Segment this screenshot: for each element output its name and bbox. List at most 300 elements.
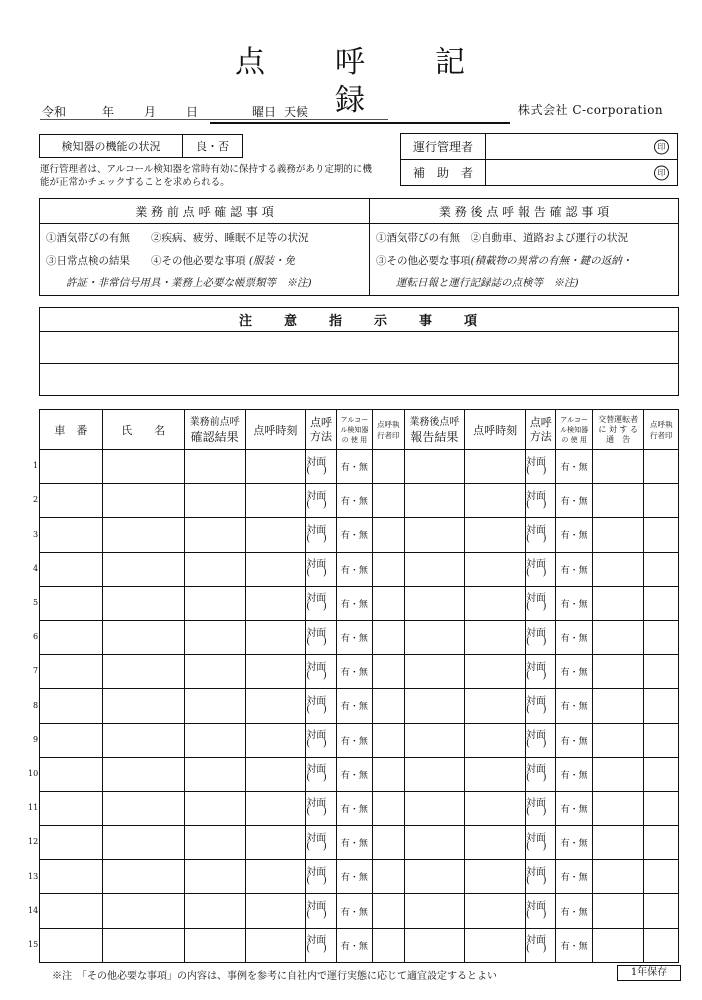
- face-to-face-label: 対面: [526, 901, 547, 913]
- executor-seal-cell[interactable]: [373, 928, 404, 962]
- pre-result-cell[interactable]: [184, 928, 245, 962]
- face-to-face-label: 対面: [306, 524, 327, 536]
- roll-method-cell[interactable]: [306, 791, 336, 825]
- pre-result-cell[interactable]: [184, 484, 245, 518]
- executor-seal-2-cell[interactable]: [644, 723, 679, 757]
- name-cell[interactable]: [102, 689, 184, 723]
- car-no-cell[interactable]: [40, 757, 103, 791]
- day-label: 日: [186, 105, 199, 119]
- instructions-line1-field[interactable]: [40, 332, 679, 364]
- roll-time-cell[interactable]: [245, 655, 306, 689]
- handover-cell[interactable]: [592, 484, 644, 518]
- face-to-face-label: 対面: [526, 866, 547, 878]
- yes-no-option: 有・無: [340, 497, 368, 508]
- face-to-face-label: 対面: [306, 695, 327, 707]
- post-result-cell[interactable]: [404, 757, 465, 791]
- roll-time-2-cell[interactable]: [465, 860, 526, 894]
- roll-method-cell[interactable]: [306, 826, 336, 860]
- row-number: 14: [28, 905, 39, 915]
- roll-method-2-cell[interactable]: [526, 928, 556, 962]
- weather-label: 天候: [284, 105, 309, 119]
- roll-method-2-cell[interactable]: [526, 723, 556, 757]
- roll-time-2-cell[interactable]: [465, 552, 526, 586]
- instructions-title: 注 意 指 示 事 項: [40, 308, 679, 332]
- executor-seal-cell[interactable]: [373, 894, 404, 928]
- face-to-face-label: 対面: [526, 593, 547, 605]
- header-alcohol: アルコー ル検知器 の 使 用: [336, 410, 372, 450]
- post-result-cell[interactable]: [404, 518, 465, 552]
- check-items-box: [39, 198, 679, 296]
- roll-method-cell[interactable]: [306, 484, 336, 518]
- yes-no-option: 有・無: [340, 463, 368, 474]
- executor-seal-2-cell[interactable]: [644, 894, 679, 928]
- row-number: 6: [33, 632, 39, 642]
- roll-method-cell[interactable]: [306, 928, 336, 962]
- alcohol-cell[interactable]: [336, 552, 372, 586]
- alcohol-cell[interactable]: [336, 894, 372, 928]
- roll-method-cell[interactable]: [306, 757, 336, 791]
- assistant-label: 補 助 者: [401, 160, 486, 186]
- executor-seal-2-cell[interactable]: [644, 586, 679, 620]
- alcohol-2-cell[interactable]: [556, 826, 592, 860]
- alcohol-cell[interactable]: [336, 484, 372, 518]
- executor-seal-2-cell[interactable]: [644, 450, 679, 484]
- year-label: 年: [102, 105, 115, 119]
- handover-cell[interactable]: [592, 860, 644, 894]
- handover-cell[interactable]: [592, 450, 644, 484]
- roll-method-cell[interactable]: [306, 723, 336, 757]
- pre-check-line2b: (服装・免: [248, 255, 295, 267]
- car-no-cell[interactable]: [40, 723, 103, 757]
- roll-time-2-cell[interactable]: [465, 620, 526, 654]
- roll-time-cell[interactable]: [245, 723, 306, 757]
- roll-method-2-cell[interactable]: [526, 620, 556, 654]
- roll-method-2-cell[interactable]: [526, 518, 556, 552]
- face-to-face-label: 対面: [306, 832, 327, 844]
- method-paren: ( ): [526, 874, 547, 886]
- name-cell[interactable]: [102, 894, 184, 928]
- roll-time-cell[interactable]: [245, 620, 306, 654]
- car-no-cell[interactable]: [40, 484, 103, 518]
- face-to-face-label: 対面: [306, 593, 327, 605]
- alcohol-cell[interactable]: [336, 826, 372, 860]
- method-paren: ( ): [306, 909, 327, 921]
- row-number: 5: [33, 597, 39, 607]
- roll-method-2-cell[interactable]: [526, 484, 556, 518]
- alcohol-cell[interactable]: [336, 928, 372, 962]
- pre-result-cell[interactable]: [184, 894, 245, 928]
- roll-time-cell[interactable]: [245, 757, 306, 791]
- alcohol-2-cell[interactable]: [556, 552, 592, 586]
- method-paren: ( ): [306, 772, 327, 784]
- handover-cell[interactable]: [592, 689, 644, 723]
- alcohol-2-cell[interactable]: [556, 689, 592, 723]
- detector-value[interactable]: 良・否: [183, 135, 243, 158]
- yes-no-option: 有・無: [560, 531, 588, 542]
- yes-no-option: 有・無: [340, 770, 368, 781]
- roll-time-cell[interactable]: [245, 791, 306, 825]
- roll-time-cell[interactable]: [245, 518, 306, 552]
- roll-time-2-cell[interactable]: [465, 757, 526, 791]
- date-line: [40, 101, 388, 120]
- row-number: 9: [33, 734, 39, 744]
- roll-time-cell[interactable]: [245, 450, 306, 484]
- car-no-cell[interactable]: [40, 791, 103, 825]
- post-result-cell[interactable]: [404, 586, 465, 620]
- post-result-cell[interactable]: [404, 894, 465, 928]
- roll-time-cell[interactable]: [245, 860, 306, 894]
- alcohol-2-cell[interactable]: [556, 450, 592, 484]
- roll-method-2-cell[interactable]: [526, 586, 556, 620]
- header-roll-method: 点呼 方法: [306, 410, 336, 450]
- face-to-face-label: 対面: [306, 490, 327, 502]
- executor-seal-cell[interactable]: [373, 655, 404, 689]
- alcohol-2-cell[interactable]: [556, 894, 592, 928]
- alcohol-cell[interactable]: [336, 655, 372, 689]
- executor-seal-2-cell[interactable]: [644, 860, 679, 894]
- table-row: [40, 860, 679, 894]
- executor-seal-2-cell[interactable]: [644, 620, 679, 654]
- name-cell[interactable]: [102, 655, 184, 689]
- car-no-cell[interactable]: [40, 586, 103, 620]
- name-cell[interactable]: [102, 860, 184, 894]
- header-post-result: 業務後点呼 報告結果: [404, 410, 465, 450]
- header-pre-result: 業務前点呼 確認結果: [184, 410, 245, 450]
- method-paren: ( ): [526, 532, 547, 544]
- name-cell[interactable]: [102, 586, 184, 620]
- handover-cell[interactable]: [592, 894, 644, 928]
- pre-result-cell[interactable]: [184, 586, 245, 620]
- pre-result-cell[interactable]: [184, 552, 245, 586]
- executor-seal-2-cell[interactable]: [644, 655, 679, 689]
- handover-cell[interactable]: [592, 757, 644, 791]
- handover-cell[interactable]: [592, 723, 644, 757]
- roll-method-2-cell[interactable]: [526, 689, 556, 723]
- roll-method-2-cell[interactable]: [526, 450, 556, 484]
- page-title: 点 呼 記 録: [210, 44, 510, 124]
- name-cell[interactable]: [102, 928, 184, 962]
- handover-cell[interactable]: [592, 620, 644, 654]
- executor-seal-2-cell[interactable]: [644, 757, 679, 791]
- handover-cell[interactable]: [592, 655, 644, 689]
- car-no-cell[interactable]: [40, 655, 103, 689]
- executor-seal-cell[interactable]: [373, 484, 404, 518]
- row-number: 2: [33, 495, 39, 505]
- car-no-cell[interactable]: [40, 826, 103, 860]
- handover-cell[interactable]: [592, 552, 644, 586]
- seal-icon: 印: [654, 165, 669, 180]
- face-to-face-label: 対面: [306, 730, 327, 742]
- executor-seal-cell[interactable]: [373, 450, 404, 484]
- car-no-cell[interactable]: [40, 689, 103, 723]
- yes-no-option: 有・無: [340, 599, 368, 610]
- executor-seal-2-cell[interactable]: [644, 791, 679, 825]
- method-paren: ( ): [526, 703, 547, 715]
- table-row: [40, 723, 679, 757]
- roll-time-2-cell[interactable]: [465, 586, 526, 620]
- roll-method-cell[interactable]: [306, 689, 336, 723]
- pre-result-cell[interactable]: [184, 791, 245, 825]
- yes-no-option: 有・無: [560, 804, 588, 815]
- roll-time-cell[interactable]: [245, 826, 306, 860]
- alcohol-2-cell[interactable]: [556, 757, 592, 791]
- detector-label: 検知器の機能の状況: [40, 135, 183, 158]
- car-no-cell[interactable]: [40, 552, 103, 586]
- alcohol-2-cell[interactable]: [556, 723, 592, 757]
- car-no-cell[interactable]: [40, 518, 103, 552]
- executor-seal-cell[interactable]: [373, 586, 404, 620]
- yes-no-option: 有・無: [560, 668, 588, 679]
- table-row: [40, 689, 679, 723]
- detector-status-box: [39, 134, 243, 158]
- roll-time-cell[interactable]: [245, 586, 306, 620]
- post-result-cell[interactable]: [404, 928, 465, 962]
- header-roll-time: 点呼時刻: [245, 410, 306, 450]
- car-no-cell[interactable]: [40, 620, 103, 654]
- executor-seal-cell[interactable]: [373, 791, 404, 825]
- roll-time-2-cell[interactable]: [465, 450, 526, 484]
- method-paren: ( ): [306, 806, 327, 818]
- roll-method-cell[interactable]: [306, 620, 336, 654]
- face-to-face-label: 対面: [306, 764, 327, 776]
- yes-no-option: 有・無: [340, 873, 368, 884]
- alcohol-2-cell[interactable]: [556, 518, 592, 552]
- table-header-row: [40, 410, 679, 450]
- alcohol-2-cell[interactable]: [556, 484, 592, 518]
- roll-time-cell[interactable]: [245, 894, 306, 928]
- roll-method-2-cell[interactable]: [526, 860, 556, 894]
- method-paren: ( ): [526, 772, 547, 784]
- name-cell[interactable]: [102, 552, 184, 586]
- method-paren: ( ): [526, 498, 547, 510]
- roll-method-cell[interactable]: [306, 655, 336, 689]
- method-paren: ( ): [526, 738, 547, 750]
- row-number: 12: [28, 837, 39, 847]
- name-cell[interactable]: [102, 450, 184, 484]
- operation-manager-seal-field[interactable]: [486, 134, 678, 160]
- executor-seal-cell[interactable]: [373, 826, 404, 860]
- yes-no-option: 有・無: [340, 634, 368, 645]
- alcohol-2-cell[interactable]: [556, 791, 592, 825]
- pre-check-line3: 許証・非常信号用具・業務上必要な帳票類等 ※注): [66, 277, 312, 289]
- roll-time-2-cell[interactable]: [465, 518, 526, 552]
- roll-method-2-cell[interactable]: [526, 791, 556, 825]
- pre-result-cell[interactable]: [184, 689, 245, 723]
- pre-result-cell[interactable]: [184, 450, 245, 484]
- executor-seal-cell[interactable]: [373, 723, 404, 757]
- roll-method-2-cell[interactable]: [526, 552, 556, 586]
- alcohol-cell[interactable]: [336, 860, 372, 894]
- yes-no-option: 有・無: [560, 770, 588, 781]
- roll-method-2-cell[interactable]: [526, 655, 556, 689]
- pre-result-cell[interactable]: [184, 757, 245, 791]
- yes-no-option: 有・無: [560, 702, 588, 713]
- pre-result-cell[interactable]: [184, 620, 245, 654]
- header-executor: 点呼執 行者印: [373, 410, 404, 450]
- roll-method-cell[interactable]: [306, 518, 336, 552]
- post-result-cell[interactable]: [404, 826, 465, 860]
- post-result-cell[interactable]: [404, 791, 465, 825]
- face-to-face-label: 対面: [306, 866, 327, 878]
- alcohol-2-cell[interactable]: [556, 928, 592, 962]
- executor-seal-cell[interactable]: [373, 552, 404, 586]
- alcohol-cell[interactable]: [336, 586, 372, 620]
- post-result-cell[interactable]: [404, 655, 465, 689]
- face-to-face-label: 対面: [526, 559, 547, 571]
- seal-icon: 印: [654, 139, 669, 154]
- roll-time-cell[interactable]: [245, 484, 306, 518]
- weekday-label: 曜日: [252, 105, 277, 119]
- roll-time-2-cell[interactable]: [465, 928, 526, 962]
- post-result-cell[interactable]: [404, 860, 465, 894]
- table-row: [40, 894, 679, 928]
- car-no-cell[interactable]: [40, 894, 103, 928]
- yes-no-option: 有・無: [560, 907, 588, 918]
- executor-seal-cell[interactable]: [373, 860, 404, 894]
- pre-check-title: 業 務 前 点 呼 確 認 事 項: [135, 205, 274, 219]
- name-cell[interactable]: [102, 826, 184, 860]
- post-result-cell[interactable]: [404, 450, 465, 484]
- alcohol-cell[interactable]: [336, 689, 372, 723]
- yes-no-option: 有・無: [340, 804, 368, 815]
- pre-result-cell[interactable]: [184, 655, 245, 689]
- detector-note: 運行管理者は、アルコール検知器を常時有効に保持する義務があり定期的に機能が正常かチェックすることを求められる。: [40, 164, 372, 188]
- post-result-cell[interactable]: [404, 689, 465, 723]
- alcohol-2-cell[interactable]: [556, 586, 592, 620]
- method-paren: ( ): [526, 464, 547, 476]
- alcohol-cell[interactable]: [336, 620, 372, 654]
- executor-seal-2-cell[interactable]: [644, 826, 679, 860]
- car-no-cell[interactable]: [40, 860, 103, 894]
- roll-method-cell[interactable]: [306, 894, 336, 928]
- roll-time-2-cell[interactable]: [465, 723, 526, 757]
- post-result-cell[interactable]: [404, 484, 465, 518]
- method-paren: ( ): [306, 567, 327, 579]
- executor-seal-cell[interactable]: [373, 689, 404, 723]
- roll-time-2-cell[interactable]: [465, 791, 526, 825]
- handover-cell[interactable]: [592, 791, 644, 825]
- roll-method-cell[interactable]: [306, 860, 336, 894]
- method-paren: ( ): [306, 840, 327, 852]
- face-to-face-label: 対面: [306, 559, 327, 571]
- post-result-cell[interactable]: [404, 620, 465, 654]
- yes-no-option: 有・無: [340, 941, 368, 952]
- instructions-line2-field[interactable]: [40, 364, 679, 396]
- executor-seal-2-cell[interactable]: [644, 518, 679, 552]
- car-no-cell[interactable]: [40, 928, 103, 962]
- roll-time-2-cell[interactable]: [465, 894, 526, 928]
- roll-time-2-cell[interactable]: [465, 826, 526, 860]
- pre-result-cell[interactable]: [184, 518, 245, 552]
- executor-seal-2-cell[interactable]: [644, 928, 679, 962]
- pre-result-cell[interactable]: [184, 860, 245, 894]
- name-cell[interactable]: [102, 757, 184, 791]
- name-cell[interactable]: [102, 620, 184, 654]
- executor-seal-cell[interactable]: [373, 620, 404, 654]
- face-to-face-label: 対面: [526, 524, 547, 536]
- face-to-face-label: 対面: [526, 661, 547, 673]
- method-paren: ( ): [306, 703, 327, 715]
- method-paren: ( ): [306, 943, 327, 955]
- handover-cell[interactable]: [592, 928, 644, 962]
- handover-cell[interactable]: [592, 586, 644, 620]
- face-to-face-label: 対面: [526, 456, 547, 468]
- roll-method-cell[interactable]: [306, 586, 336, 620]
- yes-no-option: 有・無: [560, 463, 588, 474]
- header-name: 氏 名: [102, 410, 184, 450]
- face-to-face-label: 対面: [306, 798, 327, 810]
- table-row: [40, 655, 679, 689]
- name-cell[interactable]: [102, 723, 184, 757]
- alcohol-2-cell[interactable]: [556, 860, 592, 894]
- assistant-seal-field[interactable]: [486, 160, 678, 186]
- post-check-line3: 運転日報と運行記録誌の点検等 ※注): [396, 277, 579, 289]
- roll-time-2-cell[interactable]: [465, 484, 526, 518]
- alcohol-cell[interactable]: [336, 723, 372, 757]
- roll-method-2-cell[interactable]: [526, 826, 556, 860]
- executor-seal-2-cell[interactable]: [644, 484, 679, 518]
- face-to-face-label: 対面: [526, 695, 547, 707]
- alcohol-cell[interactable]: [336, 791, 372, 825]
- retention-label: 1年保存: [617, 965, 681, 981]
- name-cell[interactable]: [102, 518, 184, 552]
- executor-seal-cell[interactable]: [373, 757, 404, 791]
- name-cell[interactable]: [102, 791, 184, 825]
- alcohol-2-cell[interactable]: [556, 655, 592, 689]
- roll-method-2-cell[interactable]: [526, 894, 556, 928]
- roll-time-2-cell[interactable]: [465, 689, 526, 723]
- roll-method-2-cell[interactable]: [526, 757, 556, 791]
- yes-no-option: 有・無: [340, 702, 368, 713]
- roll-method-cell[interactable]: [306, 552, 336, 586]
- executor-seal-2-cell[interactable]: [644, 689, 679, 723]
- table-row: [40, 757, 679, 791]
- roll-time-cell[interactable]: [245, 689, 306, 723]
- yes-no-option: 有・無: [340, 565, 368, 576]
- managers-box: [400, 133, 678, 186]
- table-row: [40, 450, 679, 484]
- roll-time-cell[interactable]: [245, 552, 306, 586]
- row-number: 8: [33, 700, 39, 710]
- method-paren: ( ): [306, 635, 327, 647]
- pre-result-cell[interactable]: [184, 826, 245, 860]
- month-label: 月: [144, 105, 157, 119]
- face-to-face-label: 対面: [306, 456, 327, 468]
- roll-method-cell[interactable]: [306, 450, 336, 484]
- executor-seal-cell[interactable]: [373, 518, 404, 552]
- method-paren: ( ): [526, 943, 547, 955]
- alcohol-cell[interactable]: [336, 518, 372, 552]
- pre-result-cell[interactable]: [184, 723, 245, 757]
- alcohol-cell[interactable]: [336, 757, 372, 791]
- alcohol-cell[interactable]: [336, 450, 372, 484]
- pre-check-line2a: ③日常点検の結果 ④その他必要な事項: [46, 255, 246, 267]
- face-to-face-label: 対面: [526, 832, 547, 844]
- instructions-box: [39, 307, 679, 396]
- car-no-cell[interactable]: [40, 450, 103, 484]
- post-result-cell[interactable]: [404, 723, 465, 757]
- handover-cell[interactable]: [592, 826, 644, 860]
- method-paren: ( ): [526, 635, 547, 647]
- handover-cell[interactable]: [592, 518, 644, 552]
- name-cell[interactable]: [102, 484, 184, 518]
- alcohol-2-cell[interactable]: [556, 620, 592, 654]
- executor-seal-2-cell[interactable]: [644, 552, 679, 586]
- header-handover: 交替運転者 に 対 す る 通 告: [592, 410, 644, 450]
- post-result-cell[interactable]: [404, 552, 465, 586]
- roll-time-cell[interactable]: [245, 928, 306, 962]
- roll-time-2-cell[interactable]: [465, 655, 526, 689]
